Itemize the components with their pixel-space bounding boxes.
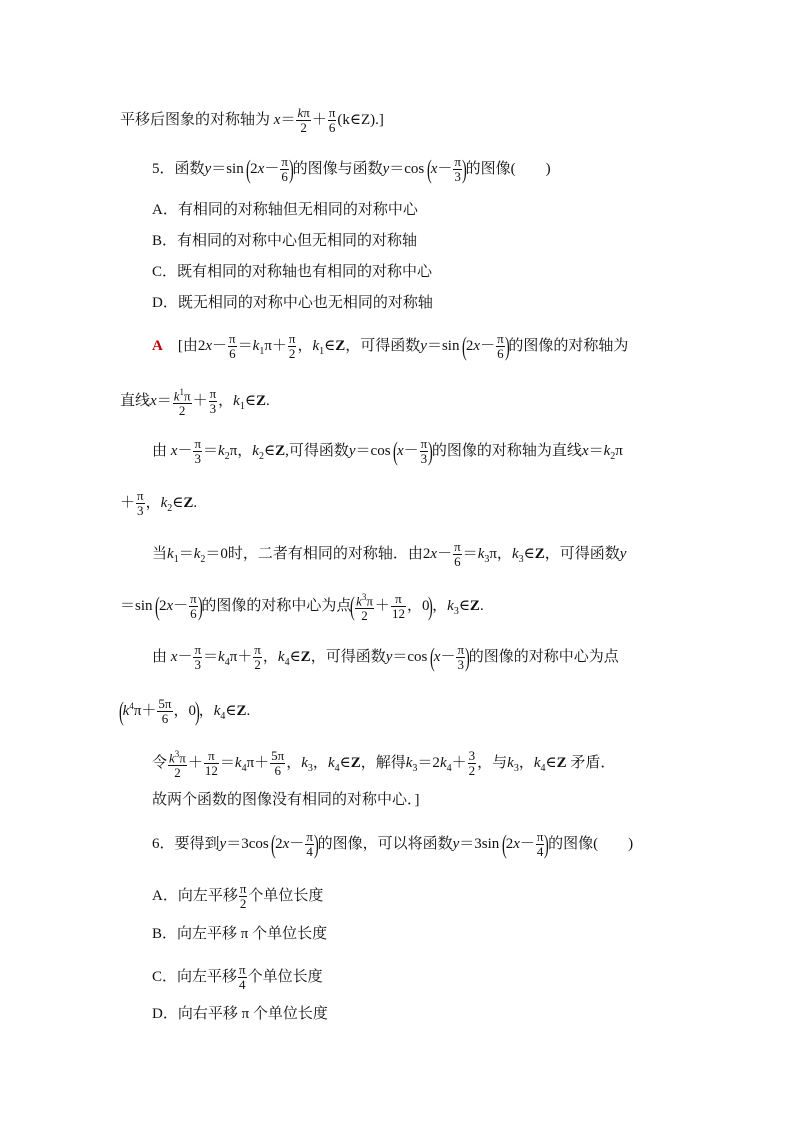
q6-stem: 6．要得到y＝3cos (2x－ $\frac{\pi}{4}$ )的图像，可以将函数y＝3sin (2x－ $\frac{\pi}{4}$ )的图像( ) xyxy=(152,829,634,859)
q6-option-b: B．向左平移 π 个单位长度 xyxy=(152,926,328,942)
q5-solution-line-9: 令 $\frac{k^3\pi}{2}$ ＋ $\frac{\pi}{12}$ $=k_4\pi+$ $\frac{5\pi}{6}$ ，$k_3$，$k_4\in Z$，解得$k_3=2k_4+$ $\frac{3}{2}$ ，与$k_3$，$k_4\in Z$ 矛盾． xyxy=(152,748,616,781)
q5-answer-letter: A xyxy=(152,337,163,354)
q6-option-a: A．向左平移 $\frac{\pi}{2}$ 个单位长度 xyxy=(152,881,324,911)
q6-option-c: C．向左平移 $\frac{\pi}{4}$ 个单位长度 xyxy=(152,962,323,992)
q5-option-b: B．有相同的对称中心但无相同的对称轴 xyxy=(152,233,418,249)
q5-solution-line-3: 由 x－ $\frac{\pi}{3}$ $=k_2\pi$，$k_2\in Z$,可得函数y＝cos (x－ $\frac{\pi}{3}$ )的图像的对称轴为直线$x=k_2\pi$ xyxy=(152,436,623,466)
q5-option-a: A．有相同的对称轴但无相同的对称中心 xyxy=(152,202,418,218)
q5-solution-line-7: 由 x－ $\frac{\pi}{3}$ $=k_4\pi+$ $\frac{\pi}{2}$ ，$k_4\in Z$，可得函数y＝cos (x－ $\frac{\pi}{3}$ )的图像的对称中心为点 xyxy=(152,642,619,672)
intro-line: 平移后图象的对称轴为 x＝ $\frac{k\pi}{2}$ ＋ $\frac{\pi}{6}$ (k∈Z).] xyxy=(120,105,384,135)
q5-solution-line-4: ＋ $\frac{\pi}{3}$ ，$k_2\in Z$. xyxy=(120,488,198,518)
q5-option-d: D．既无相同的对称中心也无相同的对称轴 xyxy=(152,295,433,311)
q5-solution-line-10: 故两个函数的图像没有相同的对称中心．] xyxy=(152,792,420,808)
q5-option-c: C．既有相同的对称轴也有相同的对称中心 xyxy=(152,264,433,280)
q6-option-d: D．向右平移 π 个单位长度 xyxy=(152,1006,328,1022)
q5-solution-line-5: 当$k_1=k_2=0$时，二者有相同的对称轴．由2x－ $\frac{\pi}{6}$ $=k_3\pi$，$k_3\in Z$，可得函数y xyxy=(152,539,627,569)
q5-solution-line-1: A [由2x－ $\frac{\pi}{6}$ $=k_1\pi+$ $\frac{\pi}{2}$ ，$k_1\in Z$，可得函数y＝sin (2x－ $\frac{\pi}{6}$ )的图像的对称轴为 xyxy=(152,331,629,361)
q5-solution-line-6: ＝sin (2x－ $\frac{\pi}{6}$ )的图像的对称中心为点( $\frac{k^3\pi}{2}$ ＋ $\frac{\pi}{12}$ ，0)，$k_3\in Z$. xyxy=(120,591,484,624)
q5-solution-line-8: ($k^4\pi+$ $\frac{5\pi}{6}$ ，0)，$k_4\in Z$. xyxy=(118,696,251,727)
q5-solution-line-2: 直线x＝ $\frac{k^1\pi}{2}$ ＋ $\frac{\pi}{3}$ ，$k_1\in Z$. xyxy=(120,386,270,419)
q5-stem: 5．函数y＝sin (2x－ $\frac{\pi}{6}$ )的图像与函数y＝cos (x－ $\frac{\pi}{3}$ )的图像( ) xyxy=(152,154,551,184)
